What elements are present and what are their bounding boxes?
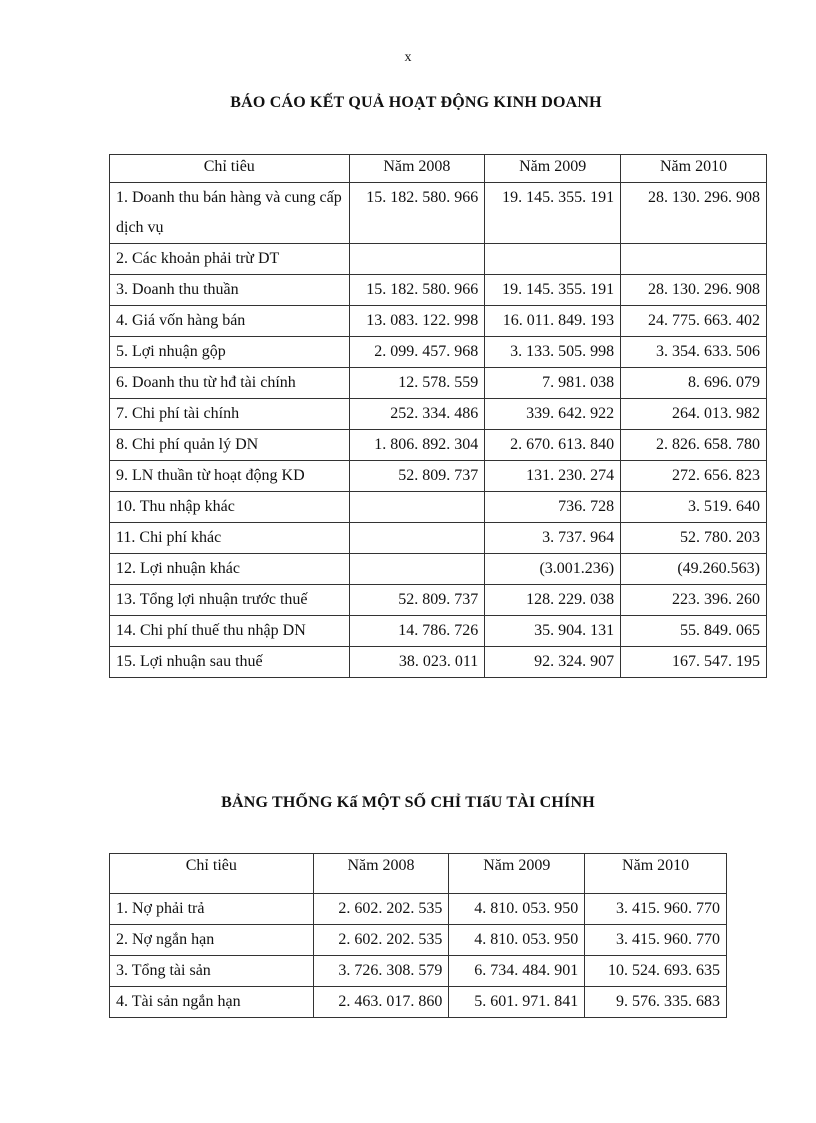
income-statement-table bbox=[109, 154, 767, 678]
table-row bbox=[110, 430, 767, 461]
value-2010-cell: 28. 130. 296. 908 bbox=[621, 183, 767, 244]
value-2009-cell: 3. 133. 505. 998 bbox=[485, 337, 621, 368]
row-label-cell: 15. Lợi nhuận sau thuế bbox=[110, 647, 350, 678]
value-2008-cell: 15. 182. 580. 966 bbox=[349, 275, 485, 306]
table-row bbox=[110, 368, 767, 399]
column-header: Năm 2009 bbox=[449, 854, 585, 894]
value-2008-cell: 52. 809. 737 bbox=[349, 585, 485, 616]
value-2009-cell: 92. 324. 907 bbox=[485, 647, 621, 678]
table-header-row bbox=[110, 854, 727, 894]
value-2010-cell: 3. 519. 640 bbox=[621, 492, 767, 523]
income-statement-title: BÁO CÁO KẾT QUẢ HOẠT ĐỘNG KINH DOANH bbox=[230, 94, 602, 111]
value-2008-cell bbox=[349, 244, 485, 275]
row-label-cell: 4. Tài sản ngắn hạn bbox=[110, 987, 314, 1018]
value-2010-cell: 3. 415. 960. 770 bbox=[585, 894, 727, 925]
value-2008-cell: 252. 334. 486 bbox=[349, 399, 485, 430]
table-row bbox=[110, 492, 767, 523]
table-row bbox=[110, 461, 767, 492]
row-label-cell: 5. Lợi nhuận gộp bbox=[110, 337, 350, 368]
value-2009-cell: 128. 229. 038 bbox=[485, 585, 621, 616]
row-label-cell: 10. Thu nhập khác bbox=[110, 492, 350, 523]
value-2010-cell: 272. 656. 823 bbox=[621, 461, 767, 492]
value-2010-cell: 9. 576. 335. 683 bbox=[585, 987, 727, 1018]
table-row bbox=[110, 183, 767, 244]
value-2008-cell: 3. 726. 308. 579 bbox=[313, 956, 449, 987]
row-label-cell: 2. Các khoản phải trừ DT bbox=[110, 244, 350, 275]
page-mark: x bbox=[404, 50, 412, 65]
value-2010-cell: 264. 013. 982 bbox=[621, 399, 767, 430]
row-label-cell: 1. Doanh thu bán hàng và cung cấp dịch vụ bbox=[110, 183, 350, 244]
row-label-cell: 7. Chi phí tài chính bbox=[110, 399, 350, 430]
table-row bbox=[110, 337, 767, 368]
column-header: Năm 2008 bbox=[313, 854, 449, 894]
value-2008-cell: 15. 182. 580. 966 bbox=[349, 183, 485, 244]
value-2010-cell: 10. 524. 693. 635 bbox=[585, 956, 727, 987]
row-label-cell: 11. Chi phí khác bbox=[110, 523, 350, 554]
row-label-cell: 14. Chi phí thuế thu nhập DN bbox=[110, 616, 350, 647]
value-2010-cell bbox=[621, 244, 767, 275]
table-row bbox=[110, 894, 727, 925]
value-2010-cell: 167. 547. 195 bbox=[621, 647, 767, 678]
table-row bbox=[110, 616, 767, 647]
value-2009-cell: 4. 810. 053. 950 bbox=[449, 925, 585, 956]
value-2008-cell: 14. 786. 726 bbox=[349, 616, 485, 647]
column-header: Chỉ tiêu bbox=[110, 155, 350, 183]
row-label-cell: 4. Giá vốn hàng bán bbox=[110, 306, 350, 337]
value-2008-cell: 38. 023. 011 bbox=[349, 647, 485, 678]
value-2009-cell: 19. 145. 355. 191 bbox=[485, 275, 621, 306]
value-2010-cell: 52. 780. 203 bbox=[621, 523, 767, 554]
value-2010-cell: 3. 354. 633. 506 bbox=[621, 337, 767, 368]
column-header: Năm 2010 bbox=[585, 854, 727, 894]
column-header: Năm 2010 bbox=[621, 155, 767, 183]
value-2009-cell: 3. 737. 964 bbox=[485, 523, 621, 554]
value-2008-cell: 12. 578. 559 bbox=[349, 368, 485, 399]
table-row bbox=[110, 523, 767, 554]
row-label-cell: 3. Tổng tài sản bbox=[110, 956, 314, 987]
value-2009-cell: 19. 145. 355. 191 bbox=[485, 183, 621, 244]
value-2009-cell: 35. 904. 131 bbox=[485, 616, 621, 647]
financial-indicators-table bbox=[109, 853, 727, 1018]
value-2010-cell: 223. 396. 260 bbox=[621, 585, 767, 616]
value-2009-cell: 131. 230. 274 bbox=[485, 461, 621, 492]
value-2010-cell: 24. 775. 663. 402 bbox=[621, 306, 767, 337]
column-header: Năm 2008 bbox=[349, 155, 485, 183]
value-2009-cell: 16. 011. 849. 193 bbox=[485, 306, 621, 337]
value-2009-cell: 4. 810. 053. 950 bbox=[449, 894, 585, 925]
value-2009-cell bbox=[485, 244, 621, 275]
row-label-cell: 13. Tổng lợi nhuận trước thuế bbox=[110, 585, 350, 616]
value-2009-cell: 339. 642. 922 bbox=[485, 399, 621, 430]
row-label-cell: 1. Nợ phải trả bbox=[110, 894, 314, 925]
value-2008-cell bbox=[349, 492, 485, 523]
table-row bbox=[110, 647, 767, 678]
value-2010-cell: 28. 130. 296. 908 bbox=[621, 275, 767, 306]
table-row bbox=[110, 244, 767, 275]
value-2010-cell: 2. 826. 658. 780 bbox=[621, 430, 767, 461]
table-row bbox=[110, 306, 767, 337]
value-2008-cell: 52. 809. 737 bbox=[349, 461, 485, 492]
value-2008-cell: 13. 083. 122. 998 bbox=[349, 306, 485, 337]
row-label-cell: 9. LN thuần từ hoạt động KD bbox=[110, 461, 350, 492]
table-row bbox=[110, 275, 767, 306]
row-label-cell: 3. Doanh thu thuần bbox=[110, 275, 350, 306]
value-2009-cell: 6. 734. 484. 901 bbox=[449, 956, 585, 987]
value-2010-cell: 8. 696. 079 bbox=[621, 368, 767, 399]
value-2009-cell: 2. 670. 613. 840 bbox=[485, 430, 621, 461]
column-header: Chỉ tiêu bbox=[110, 854, 314, 894]
table-header-row bbox=[110, 155, 767, 183]
table-row bbox=[110, 399, 767, 430]
value-2009-cell: 736. 728 bbox=[485, 492, 621, 523]
value-2010-cell: 3. 415. 960. 770 bbox=[585, 925, 727, 956]
row-label-cell: 2. Nợ ngắn hạn bbox=[110, 925, 314, 956]
table-row bbox=[110, 585, 767, 616]
row-label-cell: 8. Chi phí quản lý DN bbox=[110, 430, 350, 461]
value-2008-cell: 2. 602. 202. 535 bbox=[313, 925, 449, 956]
value-2009-cell: (3.001.236) bbox=[485, 554, 621, 585]
value-2010-cell: 55. 849. 065 bbox=[621, 616, 767, 647]
value-2008-cell: 2. 602. 202. 535 bbox=[313, 894, 449, 925]
value-2008-cell: 2. 099. 457. 968 bbox=[349, 337, 485, 368]
row-label-cell: 12. Lợi nhuận khác bbox=[110, 554, 350, 585]
table-row bbox=[110, 956, 727, 987]
value-2009-cell: 7. 981. 038 bbox=[485, 368, 621, 399]
value-2008-cell: 1. 806. 892. 304 bbox=[349, 430, 485, 461]
column-header: Năm 2009 bbox=[485, 155, 621, 183]
row-label-cell: 6. Doanh thu từ hđ tài chính bbox=[110, 368, 350, 399]
table-row bbox=[110, 925, 727, 956]
financial-indicators-title: BẢNG THỐNG Kấ MỘT SỐ CHỈ TIấU TÀI CHÍNH bbox=[221, 794, 595, 811]
value-2008-cell bbox=[349, 554, 485, 585]
value-2010-cell: (49.260.563) bbox=[621, 554, 767, 585]
table-row bbox=[110, 554, 767, 585]
value-2009-cell: 5. 601. 971. 841 bbox=[449, 987, 585, 1018]
value-2008-cell bbox=[349, 523, 485, 554]
table-row bbox=[110, 987, 727, 1018]
value-2008-cell: 2. 463. 017. 860 bbox=[313, 987, 449, 1018]
